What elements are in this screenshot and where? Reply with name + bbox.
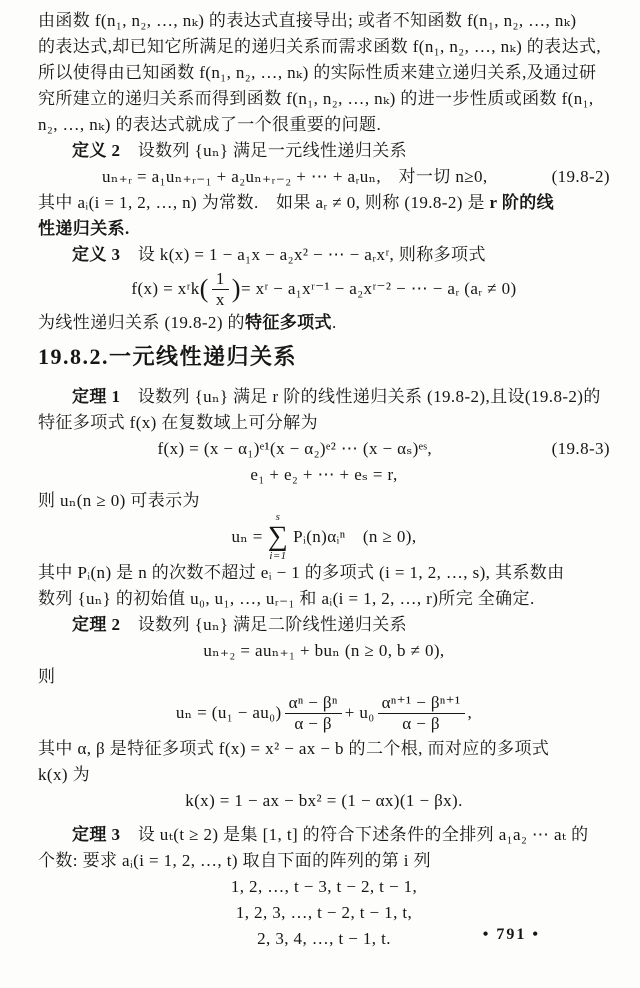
- text-line: 数列 {uₙ} 的初始值 u₀, u₁, …, uᵣ₋₁ 和 aᵢ(i = 1, 2, …, r)所完 全确定.: [38, 589, 535, 608]
- text-line: 特征多项式 f(x) 在复数域上可分解为: [38, 413, 318, 432]
- closed-form-fraction-equation: uₙ = (u₁ − au₀) αⁿ − βⁿ α − β + u₀ αⁿ⁺¹ − βⁿ⁺¹ α − β ,: [175, 692, 473, 733]
- text-line: 究所建立的递归关系而得到函数 f(n₁, n₂, …, nₖ) 的进一步性质或函数 f(n₁,: [38, 89, 594, 108]
- page-number: • 791 •: [482, 926, 540, 943]
- intro-paragraph: [38, 8, 610, 138]
- equation-body: f(x) = (x − α₁)ᵉ¹(x − α₂)ᵉ² ⋯ (x − αₛ)ᵉˢ,: [157, 439, 433, 458]
- equation-number: (19.8-3): [551, 439, 610, 458]
- theorem-1-head: 定理 1 设数列 {uₙ} 满足 r 阶的线性递归关系 (19.8-2),且设(19.8-2)的: [72, 387, 601, 406]
- text-line: 所以使得由已知函数 f(n₁, n₂, …, nₖ) 的实际性质来建立递归关系,及通过研: [38, 63, 597, 82]
- theorem-2: [38, 612, 610, 814]
- k-polynomial-equation: k(x) = 1 − ax − bx² = (1 − αx)(1 − βx).: [185, 791, 463, 810]
- array-row: 1, 2, 3, …, t − 2, t − 1, t,: [235, 903, 413, 922]
- definition-2: [38, 138, 610, 242]
- general-term-sum-equation: uₙ = s ∑ i=1 Pᵢ(n)αᵢⁿ (n ≥ 0),: [231, 511, 417, 562]
- definition-2-head: 定义 2 设数列 {uₙ} 满足一元线性递归关系: [72, 141, 408, 160]
- text-line: 个数: 要求 aᵢ(i = 1, 2, …, t) 取自下面的阵列的第 i 列: [38, 851, 431, 870]
- text-line: 的表达式,却已知它所满足的递归关系而需求函数 f(n₁, n₂, …, nₖ) 的表达式,: [38, 37, 602, 56]
- second-order-recurrence-equation: uₙ₊₂ = auₙ₊₁ + buₙ (n ≥ 0, b ≠ 0),: [203, 641, 445, 660]
- exponent-sum-equation: e₁ + e₂ + ⋯ + eₛ = r,: [250, 465, 398, 484]
- text-line: 则 uₙ(n ≥ 0) 可表示为: [38, 491, 200, 510]
- equation-body: uₙ₊ᵣ = a₁uₙ₊ᵣ₋₁ + a₂uₙ₊ᵣ₋₂ + ⋯ + aᵣuₙ, 对一切 n≥0,: [102, 167, 488, 186]
- array-row: 1, 2, …, t − 3, t − 2, t − 1,: [230, 877, 418, 896]
- text-line: 性递归关系.: [38, 219, 130, 238]
- theorem-2-head: 定理 2 设数列 {uₙ} 满足二阶线性递归关系: [72, 615, 408, 634]
- equation-number: (19.8-2): [551, 167, 610, 186]
- text-line: 为线性递归关系 (19.8-2) 的特征多项式.: [38, 313, 337, 332]
- equation-19-8-2: [38, 164, 610, 190]
- definition-3-head: 定义 3 设 k(x) = 1 − a₁x − a₂x² − ⋯ − aᵣxʳ, 则称多项式: [72, 245, 486, 264]
- theorem-3-head: 定理 3 设 uₜ(t ≥ 2) 是集 [1, t] 的符合下述条件的全排列 a₁a₂ ⋯ aₜ 的: [72, 825, 589, 844]
- text-line: k(x) 为: [38, 765, 90, 784]
- theorem-1: [38, 384, 610, 612]
- text-line: n₂, …, nₖ) 的表达式就成了一个很重要的问题.: [38, 115, 382, 134]
- equation-19-8-3: [38, 436, 610, 462]
- array-row: 2, 3, 4, …, t − 1, t.: [257, 929, 391, 948]
- section-heading: 19.8.2.一元线性递归关系: [38, 344, 298, 369]
- text-line: 其中 α, β 是特征多项式 f(x) = x² − ax − b 的二个根, 而对应的多项式: [38, 739, 550, 758]
- definition-3: [38, 242, 610, 336]
- text-line: 由函数 f(n₁, n₂, …, nₖ) 的表达式直接导出; 或者不知函数 f(n₁, n₂, …, nₖ): [38, 11, 577, 30]
- text-line: 其中 aᵢ(i = 1, 2, …, n) 为常数. 如果 aᵣ ≠ 0, 则称 (19.8-2) 是 r 阶的线: [38, 193, 555, 212]
- text-line: 则: [38, 667, 56, 686]
- text-line: 其中 Pᵢ(n) 是 n 的次数不超过 eᵢ − 1 的多项式 (i = 1, 2, …, s), 其系数由: [38, 563, 565, 582]
- characteristic-polynomial-equation: f(x) = xʳk ( 1 x ) = xʳ − a₁xʳ⁻¹ − a₂xʳ⁻² − ⋯ − aᵣ (aᵣ ≠ 0): [131, 268, 517, 309]
